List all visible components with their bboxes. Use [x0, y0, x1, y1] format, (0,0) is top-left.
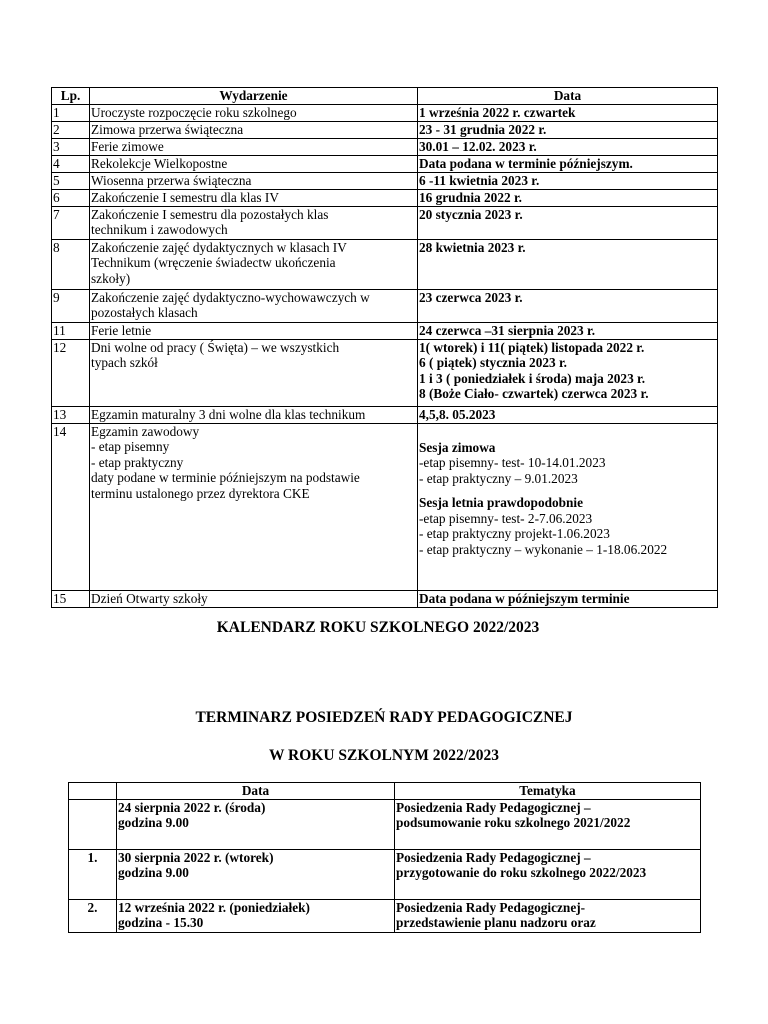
cell-line: Dzień Otwarty szkoły	[91, 590, 208, 606]
table-row	[52, 172, 718, 189]
column-header-event: Wydarzenie	[90, 88, 418, 105]
row-number: 1	[52, 104, 90, 121]
cell-line: Rekolekcje Wielkopostne	[91, 155, 228, 171]
meeting-topic-cell	[395, 849, 701, 899]
meeting-topic-cell	[395, 799, 701, 849]
date-cell	[418, 339, 718, 406]
event-cell	[90, 104, 418, 121]
cell-line: podsumowanie roku szkolnego 2021/2022	[396, 815, 631, 830]
cell-line: typach szkół	[91, 355, 158, 370]
cell-line: Wiosenna przerwa świąteczna	[91, 172, 252, 188]
event-cell	[90, 289, 418, 322]
cell-line: przygotowanie do roku szkolnego 2022/2023	[396, 865, 647, 880]
cell-line: Zakończenie I semestru dla klas IV	[91, 189, 279, 205]
event-cell	[90, 189, 418, 206]
column-header-no	[69, 783, 117, 800]
date-cell	[418, 138, 718, 155]
cell-line: 6 -11 kwietnia 2023 r.	[419, 172, 540, 188]
event-cell	[90, 172, 418, 189]
row-number: 4	[52, 155, 90, 172]
cell-line: Egzamin zawodowy	[91, 423, 200, 439]
date-cell	[418, 406, 718, 423]
table-row	[52, 289, 718, 322]
table-row	[69, 899, 701, 932]
column-header-date: Data	[117, 783, 395, 800]
cell-line: -etap pisemny- test- 2-7.06.2023	[419, 510, 593, 526]
cell-line: Ferie letnie	[91, 322, 152, 338]
table-row	[52, 339, 718, 406]
cell-line: Uroczyste rozpoczęcie roku szkolnego	[91, 104, 297, 120]
column-header-topic: Tematyka	[395, 783, 701, 800]
cell-line: Posiedzenia Rady Pedagogicznej –	[396, 799, 591, 815]
table-header-row	[69, 783, 701, 800]
row-number: 2	[52, 121, 90, 138]
event-cell	[90, 339, 418, 406]
cell-line: -etap pisemny- test- 10-14.01.2023	[419, 455, 606, 470]
meeting-number: 2.	[69, 899, 117, 932]
cell-line: 24 czerwca –31 sierpnia 2023 r.	[419, 322, 596, 338]
cell-line: terminu ustalonego przez dyrektora CKE	[91, 485, 310, 501]
row-number: 14	[52, 423, 90, 590]
table-row	[52, 423, 718, 590]
cell-line: 30 sierpnia 2022 r. (wtorek)	[118, 849, 274, 865]
row-number: 12	[52, 339, 90, 406]
table-row	[52, 155, 718, 172]
calendar-title: KALENDARZ ROKU SZKOLNEGO 2022/2023	[216, 619, 540, 636]
cell-line: Ferie zimowe	[91, 138, 164, 154]
cell-line: Zimowa przerwa świąteczna	[91, 121, 244, 137]
meetings-title: TERMINARZ POSIEDZEŃ RADY PEDAGOGICZNEJ	[195, 709, 573, 726]
cell-line: godzina 9.00	[118, 865, 189, 880]
cell-line: Posiedzenia Rady Pedagogicznej-	[396, 899, 586, 915]
cell-line: 28 kwietnia 2023 r.	[419, 239, 526, 255]
date-cell	[418, 206, 718, 239]
row-number: 7	[52, 206, 90, 239]
table-row	[52, 590, 718, 607]
spacer	[419, 486, 716, 495]
cell-line: - etap praktyczny – wykonanie – 1-18.06.2022	[419, 541, 668, 557]
cell-line: Technikum (wręczenie świadectw ukończenia	[91, 255, 336, 270]
row-number: 5	[52, 172, 90, 189]
event-cell	[90, 155, 418, 172]
cell-line: 20 stycznia 2023 r.	[419, 206, 523, 222]
cell-line: 8 (Boże Ciało- czwartek) czerwca 2023 r.	[419, 386, 649, 401]
cell-line: - etap praktyczny projekt-1.06.2023	[419, 526, 610, 541]
cell-line: 23 - 31 grudnia 2022 r.	[419, 121, 547, 137]
summer-session-title: Sesja letnia prawdopodobnie	[419, 495, 584, 510]
table-row	[52, 239, 718, 289]
row-number: 13	[52, 406, 90, 423]
cell-line: 16 grudnia 2022 r.	[419, 189, 522, 205]
column-header-lp: Lp.	[52, 88, 90, 105]
cell-line: przedstawienie planu nadzoru oraz	[396, 915, 596, 930]
school-calendar-table	[51, 87, 718, 608]
date-cell	[418, 239, 718, 289]
table-row	[52, 322, 718, 339]
row-number: 15	[52, 590, 90, 607]
calendar-rows	[52, 104, 718, 607]
cell-line: Egzamin maturalny 3 dni wolne dla klas technikum	[91, 406, 366, 422]
cell-line: technikum i zawodowych	[91, 222, 228, 237]
date-cell	[418, 189, 718, 206]
row-number: 6	[52, 189, 90, 206]
date-cell	[418, 172, 718, 189]
cell-line: 4,5,8. 05.2023	[419, 406, 496, 422]
cell-line: - etap pisemny	[91, 439, 170, 454]
event-cell	[90, 121, 418, 138]
event-cell	[90, 590, 418, 607]
cell-line: 1( wtorek) i 11( piątek) listopada 2022 r.	[419, 339, 645, 355]
date-cell	[418, 121, 718, 138]
date-cell	[418, 289, 718, 322]
cell-line: Zakończenie I semestru dla pozostałych klas	[91, 206, 329, 222]
row-number: 9	[52, 289, 90, 322]
table-row	[52, 406, 718, 423]
date-cell	[418, 590, 718, 607]
row-number: 3	[52, 138, 90, 155]
event-cell	[90, 138, 418, 155]
meeting-number	[69, 799, 117, 849]
cell-line: godzina 9.00	[118, 815, 189, 830]
table-header-row	[52, 88, 718, 105]
cell-line: 12 września 2022 r. (poniedziałek)	[118, 899, 310, 915]
table-row	[52, 206, 718, 239]
table-row	[52, 121, 718, 138]
column-header-date: Data	[418, 88, 718, 105]
cell-line: - etap praktyczny	[91, 454, 184, 470]
event-cell	[90, 239, 418, 289]
cell-line: 23 czerwca 2023 r.	[419, 289, 523, 305]
cell-line: szkoły)	[91, 270, 131, 286]
meetings-schedule-table	[68, 782, 701, 933]
cell-line: pozostałych klasach	[91, 305, 198, 320]
cell-line: Dni wolne od pracy ( Święta) – we wszystkich	[91, 339, 340, 355]
date-cell	[418, 423, 718, 590]
cell-line: daty podane w terminie późniejszym na podstawie	[91, 470, 360, 485]
table-row	[69, 849, 701, 899]
cell-line: 1 i 3 ( poniedziałek i środa) maja 2023 r.	[419, 370, 646, 386]
date-cell	[418, 155, 718, 172]
table-row	[52, 138, 718, 155]
cell-line: 6 ( piątek) stycznia 2023 r.	[419, 355, 567, 370]
event-cell	[90, 206, 418, 239]
cell-line: Data podana w późniejszym terminie	[419, 590, 630, 606]
event-cell	[90, 423, 418, 590]
table-row	[52, 189, 718, 206]
cell-line: Data podana w terminie późniejszym.	[419, 155, 633, 171]
cell-line: 30.01 – 12.02. 2023 r.	[419, 138, 537, 154]
event-cell	[90, 322, 418, 339]
meetings-subtitle: W ROKU SZKOLNYM 2022/2023	[268, 747, 500, 764]
cell-line: Posiedzenia Rady Pedagogicznej –	[396, 849, 591, 865]
date-cell	[418, 322, 718, 339]
event-cell	[90, 406, 418, 423]
table-row	[69, 799, 701, 849]
meeting-date-cell	[117, 799, 395, 849]
row-number: 11	[52, 322, 90, 339]
meeting-date-cell	[117, 849, 395, 899]
cell-line: - etap praktyczny – 9.01.2023	[419, 470, 578, 486]
meeting-date-cell	[117, 899, 395, 932]
meeting-rows	[69, 799, 701, 932]
cell-line: 1 września 2022 r. czwartek	[419, 104, 576, 120]
cell-line: godzina - 15.30	[118, 915, 204, 930]
row-number: 8	[52, 239, 90, 289]
date-cell	[418, 104, 718, 121]
cell-line: Zakończenie zajęć dydaktyczno-wychowawczych w	[91, 289, 370, 305]
meeting-number: 1.	[69, 849, 117, 899]
cell-line: Zakończenie zajęć dydaktycznych w klasach IV	[91, 239, 347, 255]
table-row	[52, 104, 718, 121]
cell-line: 24 sierpnia 2022 r. (środa)	[118, 799, 266, 815]
winter-session-title: Sesja zimowa	[419, 439, 496, 455]
meeting-topic-cell	[395, 899, 701, 932]
